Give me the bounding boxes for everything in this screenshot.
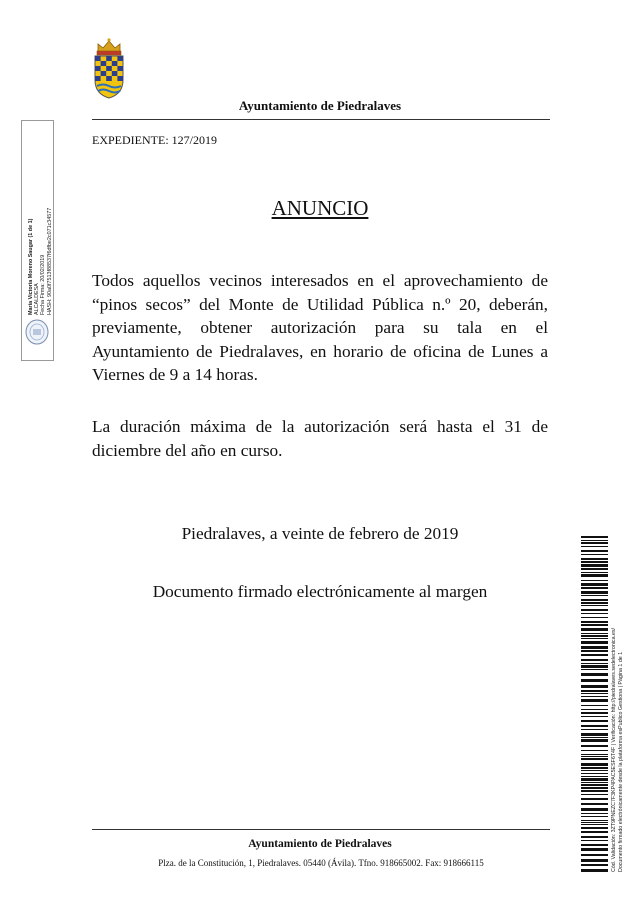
- signature-details: [28, 125, 53, 315]
- platform-note-line: Documento firmado electrónicamente desde la plataforma esPublico Gestiona | Página 1 de 1: [617, 651, 624, 872]
- barcode-icon: [581, 536, 608, 873]
- coat-of-arms-icon: [91, 36, 127, 100]
- signature-date: Fecha Firma: 20/02/2019: [40, 254, 47, 315]
- footer-address: Plza. de la Constitución, 1, Piedralaves. 05440 (Ávila). Tfno. 918665002. Fax: 918666115: [158, 858, 484, 868]
- place-and-date: Piedralaves, a veinte de febrero de 2019: [181, 524, 459, 543]
- footer-divider: [92, 829, 550, 830]
- expediente-number: EXPEDIENTE: 127/2019: [92, 133, 217, 147]
- verification-code-text: [611, 532, 624, 872]
- signer-role: ALCALDESA: [34, 283, 41, 315]
- signature-seal-icon: [24, 317, 50, 347]
- signature-hash: HASH: 90a0f7513f88537f6dfbe2c071c34577: [46, 207, 53, 315]
- body-paragraph: La duración máxima de la autorización será hasta el 31 de diciembre del año en curso.: [92, 417, 548, 460]
- document-title: ANUNCIO: [271, 196, 369, 220]
- signature-note: Documento firmado electrónicamente al margen: [152, 582, 488, 601]
- body-paragraph: Todos aquellos vecinos interesados en el aprovechamiento de “pinos secos” del Monte de Utilidad Pública n.º 20, deberán, previamente, obtener autorización para su tala en el Ayuntamiento de Piedralaves, en horario de oficina de Lunes a Viernes de 9 a 14 horas.: [92, 271, 548, 385]
- footer-title: Ayuntamiento de Piedralaves: [248, 838, 392, 850]
- header-title: Ayuntamiento de Piedralaves: [238, 98, 402, 113]
- verification-code-line: Cód. Validación: 3ZT9PNEZC7F3KP4PAC5ESF6T4F | Verificación: http://piedralaves.sedelectronica.es/: [611, 627, 617, 872]
- signer-name: María Victoria Moreno Saugar (1 de 1): [28, 218, 34, 315]
- header-divider: [92, 119, 550, 120]
